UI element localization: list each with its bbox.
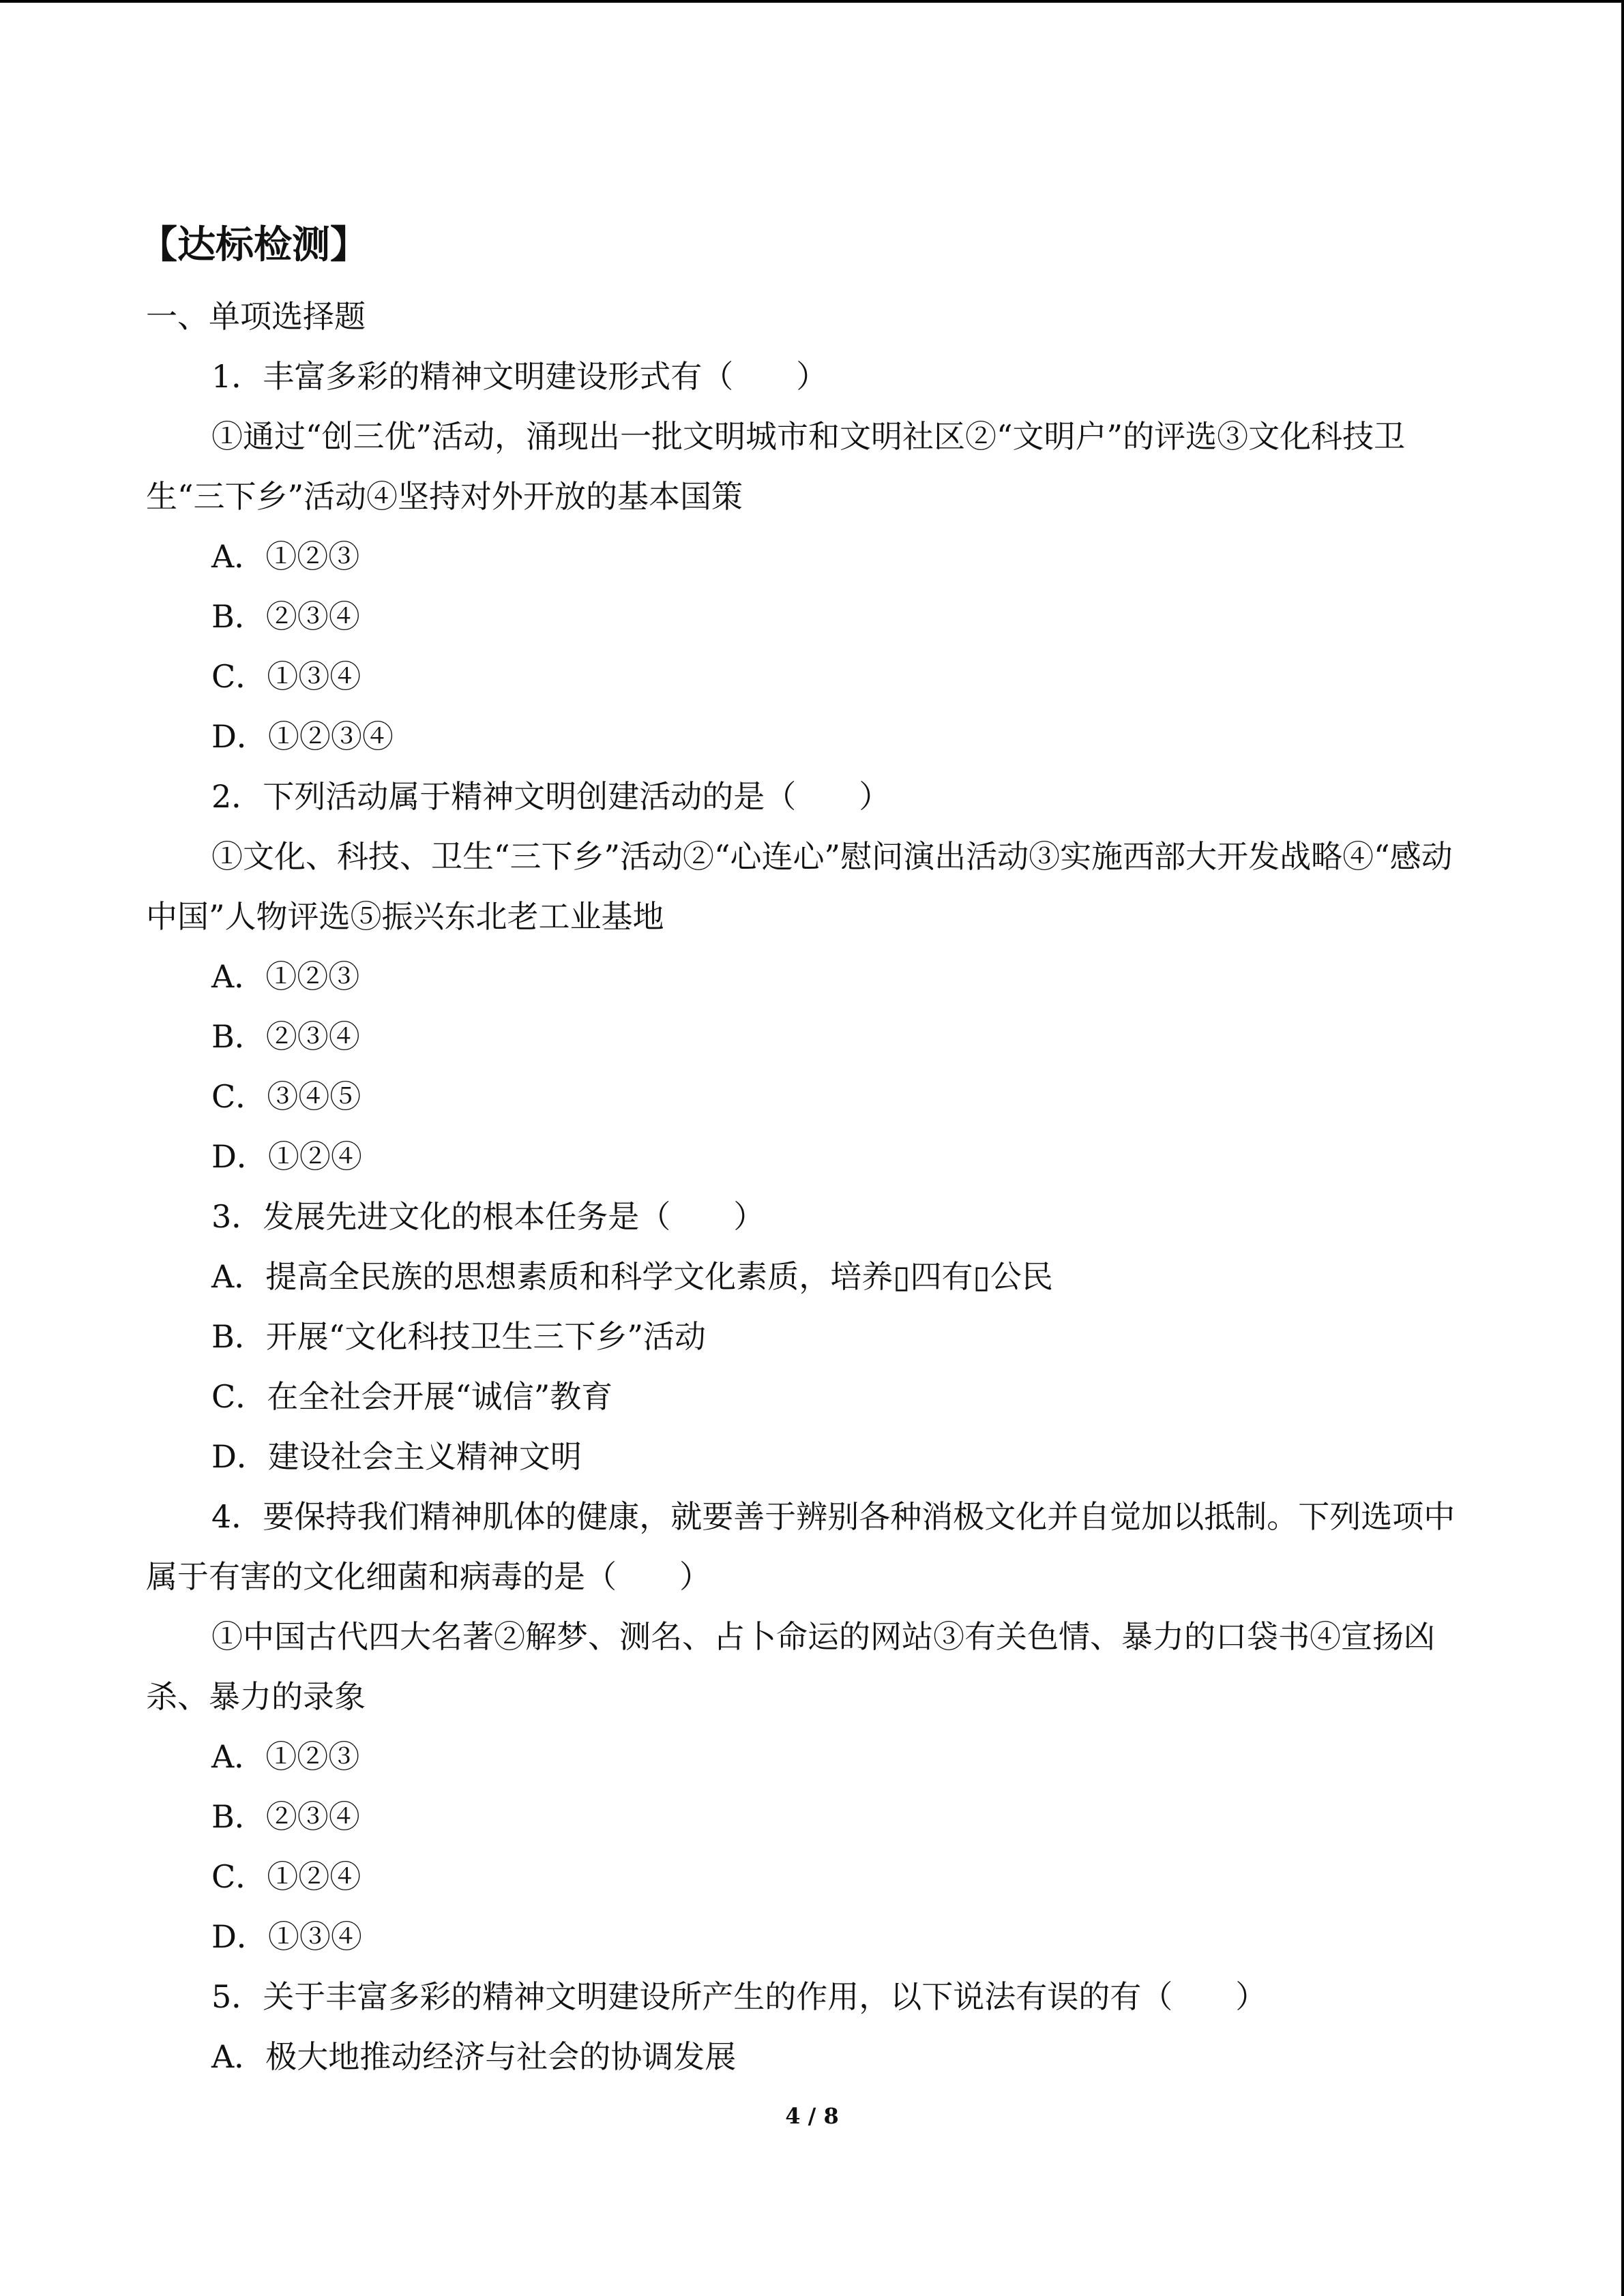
question-1 <box>146 346 1476 766</box>
option-d: D．①②③④ <box>211 718 394 755</box>
option-d: D．①③④ <box>211 1918 362 1955</box>
section-heading: 【达标检测】 <box>139 222 368 267</box>
page-number: 4 / 8 <box>785 2103 839 2129</box>
question-5 <box>146 1967 1476 2087</box>
option-b: B．②③④ <box>211 1798 360 1835</box>
option-c: C．在全社会开展“诚信”教育 <box>211 1378 613 1415</box>
question-statements: ①中国古代四大名著②解梦、测名、占卜命运的网站③有关色情、暴力的口袋书④宣扬凶杀、暴力的录象 <box>146 1618 1435 1715</box>
question-4 <box>146 1487 1476 1967</box>
question-stem: 2．下列活动属于精神文明创建活动的是（ ） <box>211 778 891 815</box>
question-3 <box>146 1187 1476 1487</box>
option-b: B．②③④ <box>211 598 360 635</box>
option-c: C．①③④ <box>211 658 361 695</box>
option-b: B．②③④ <box>211 1018 360 1055</box>
document-content <box>139 207 1476 2087</box>
question-stem: 3．发展先进文化的根本任务是（ ） <box>211 1198 765 1235</box>
option-a: A．①②③ <box>211 958 360 995</box>
option-a: A．①②③ <box>211 538 360 575</box>
option-d: D．建设社会主义精神文明 <box>211 1438 582 1475</box>
option-a: A．极大地推动经济与社会的协调发展 <box>211 2038 737 2075</box>
question-statements: ①文化、科技、卫生“三下乡”活动②“心连心”慰问演出活动③实施西部大开发战略④“感动中国”人物评选⑤振兴东北老工业基地 <box>146 838 1453 935</box>
option-a: A．提高全民族的思想素质和科学文化素质，培养▯四有▯公民 <box>211 1258 1053 1295</box>
question-stem: 5．关于丰富多彩的精神文明建设所产生的作用，以下说法有误的有（ ） <box>211 1978 1267 2015</box>
option-b: B．开展“文化科技卫生三下乡”活动 <box>211 1318 706 1355</box>
option-c: C．③④⑤ <box>211 1078 361 1115</box>
question-type-title: 一、单项选择题 <box>146 298 366 335</box>
question-stem: 1．丰富多彩的精神文明建设形式有（ ） <box>211 358 828 395</box>
option-c: C．①②④ <box>211 1858 361 1895</box>
question-stem: 4．要保持我们精神肌体的健康，就要善于辨别各种消极文化并自觉加以抵制。下列选项中属于有害的文化细菌和病毒的是（ ） <box>146 1498 1456 1595</box>
option-d: D．①②④ <box>211 1138 362 1175</box>
option-a: A．①②③ <box>211 1738 360 1775</box>
question-2 <box>146 766 1476 1187</box>
question-statements: ①通过“创三优”活动，涌现出一批文明城市和文明社区②“文明户”的评选③文化科技卫生“三下乡”活动④坚持对外开放的基本国策 <box>146 418 1406 515</box>
